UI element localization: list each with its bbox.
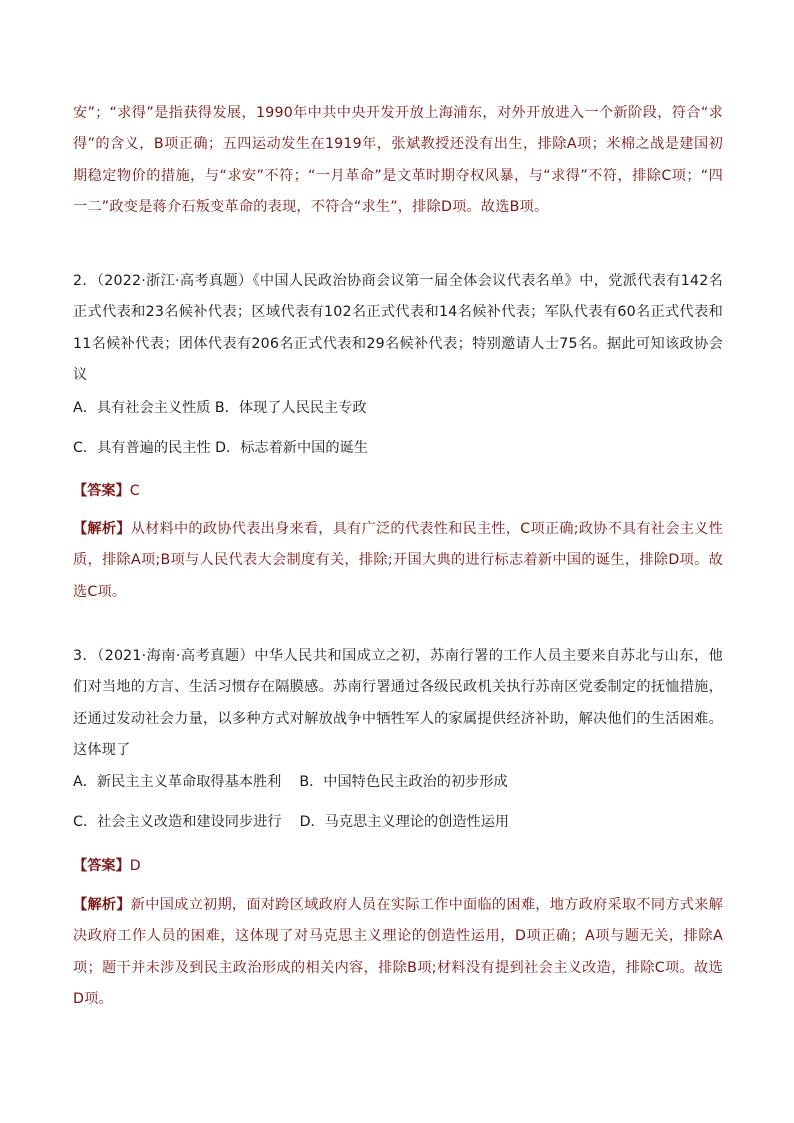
analysis-text: 从材料中的政协代表出身来看，具有广泛的代表性和民主性，C项正确;政协不具有社会主义性质，排除A项;B项与人民代表大会制度有关，排除;开国大典的进行标志着新中国的诞生，排除D项。故选C项。	[73, 521, 723, 600]
question-3-options-ab: A．新民主主义革命取得基本胜利 B．中国特色民主政治的初步形成	[73, 774, 508, 790]
question-3-stem: 3．（2021·海南·高考真题）中华人民共和国成立之初，苏南行署的工作人员主要来自苏北与山东，他们对当地的方言、生活习惯存在隔膜感。苏南行署通过各级民政机关执行苏南区党委制定的抚恤措施，还通过发动社会力量，以多种方式对解放战争中牺牲军人的家属提供经济补助，解决他们的生活困难。这体现了	[73, 648, 723, 758]
question-3-options-cd: C．社会主义改造和建设同步进行 D．马克思主义理论的创造性运用	[73, 814, 510, 830]
analysis-text: 新中国成立初期，面对跨区域政府人员在实际工作中面临的困难，地方政府采取不同方式来解决政府工作人员的困难，这体现了对马克思主义理论的创造性运用，D项正确；A项与题无关，排除A项；题干并未涉及到民主政治形成的相关内容，排除B项;材料没有提到社会主义改造，排除C项。故选D项。	[73, 897, 724, 1007]
answer-value: C	[129, 483, 140, 499]
question-2-options-cd: C．具有普遍的民主性 D．标志着新中国的诞生	[73, 440, 368, 456]
question-2-stem: 2．（2022·浙江·高考真题）《中国人民政治协商会议第一届全体会议代表名单》中，党派代表有142名正式代表和23名候补代表；区域代表有102名正式代表和14名候补代表；军队代表有60名正式代表和11名候补代表；团体代表有206名正式代表和29名候补代表；特别邀请人士75名。据此可知该政协会议	[73, 273, 723, 383]
answer-value: D	[129, 858, 141, 874]
question-2-analysis	[73, 514, 723, 608]
analysis-label: 【解析】	[73, 521, 131, 537]
question-3-analysis	[73, 890, 723, 1015]
answer-label: 【答案】	[73, 858, 130, 874]
question-2-answer	[73, 479, 140, 503]
question-3-answer	[73, 854, 141, 878]
question-2-options-ab: A．具有社会主义性质 B．体现了人民民主专政	[73, 400, 367, 416]
previous-analysis-continuation: 安”；“求得”是指获得发展，1990年中共中央开发开放上海浦东，对外开放进入一个新阶段，符合“求得”的含义，B项正确；五四运动发生在1919年，张斌教授还没有出生，排除A项；米棉之战是建国初期稳定物价的措施，与“求安”不符；“一月革命”是文革时期夺权风暴，与“求得”不符，排除C项；“四一二”政变是蒋介石叛变革命的表现，不符合“求生”，排除D项。故选B项。	[73, 105, 723, 215]
answer-label: 【答案】	[73, 483, 130, 499]
analysis-label: 【解析】	[73, 897, 131, 913]
